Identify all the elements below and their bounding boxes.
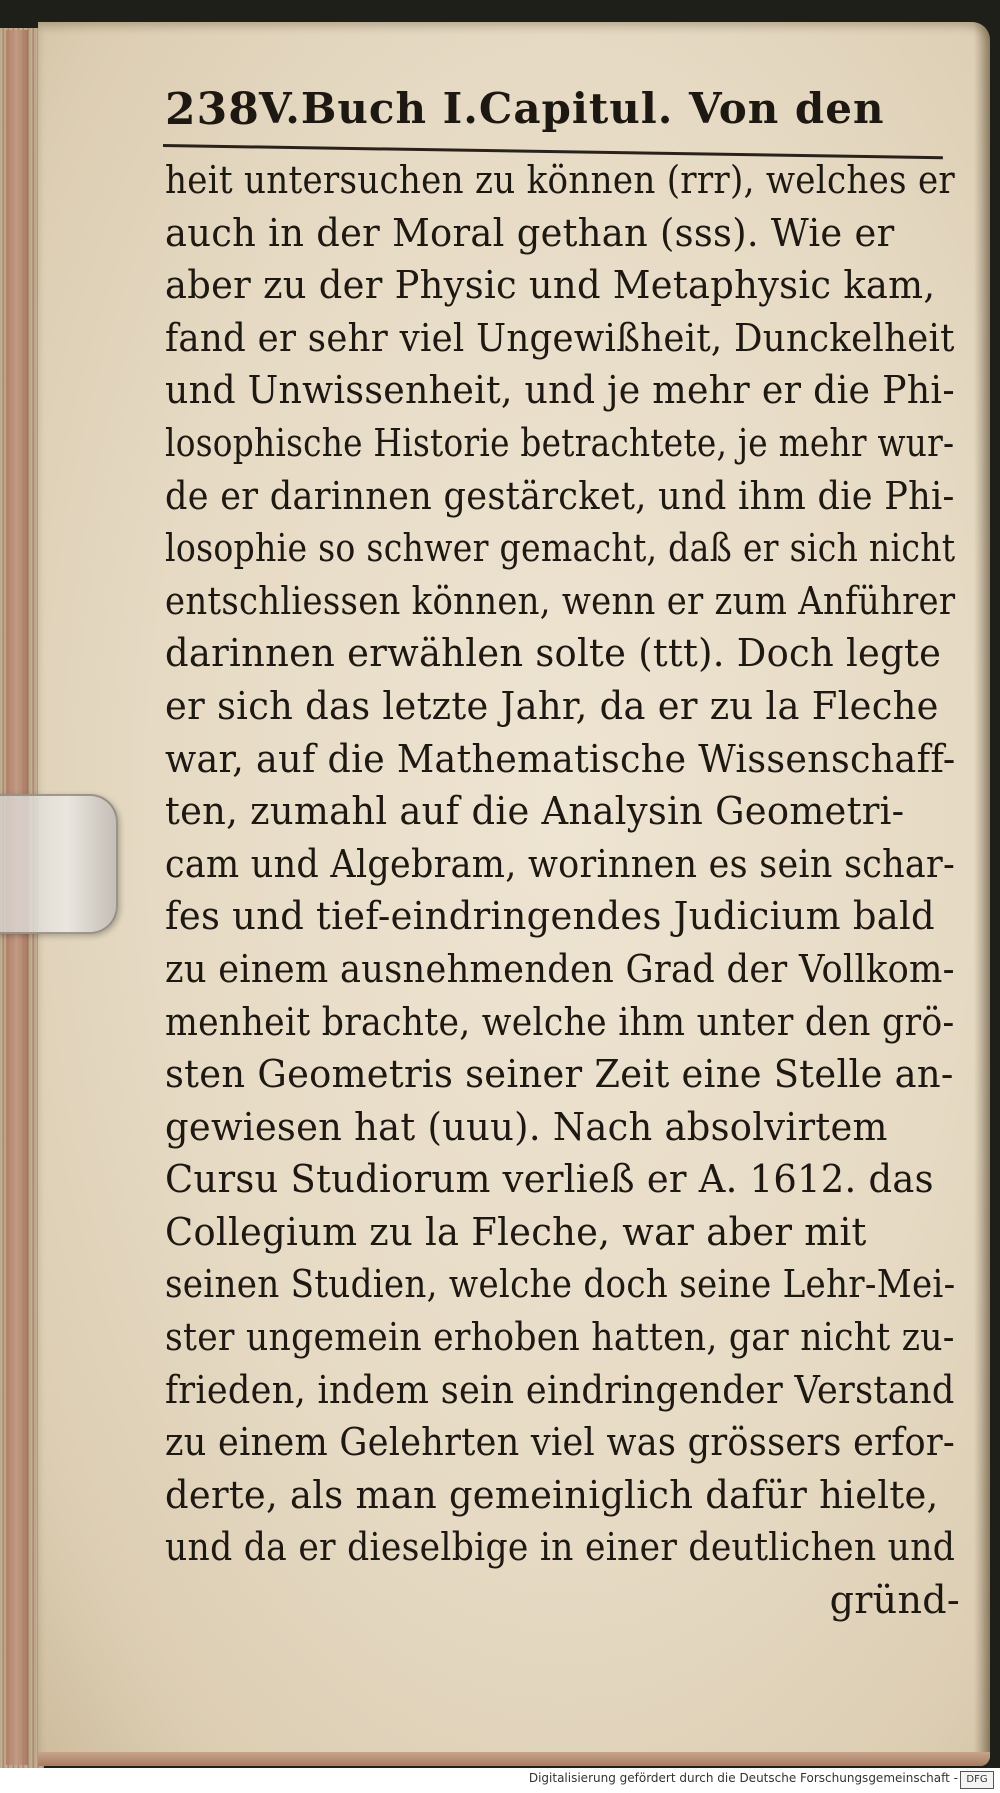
text-line: aber zu der Physic und Metaphysic kam,	[165, 263, 936, 308]
text-line: Collegium zu la Fleche, war aber mit	[165, 1209, 867, 1254]
text-line: losophische Historie betrachtete, je mehr wur-	[165, 420, 955, 465]
text-line: darinnen erwählen solte (ttt). Doch legte	[165, 631, 942, 676]
text-line: war, auf die Mathematische Wissenschaff-	[165, 736, 956, 781]
text-line: heit untersuchen zu können (rrr), welches er	[165, 158, 956, 202]
catchword: gründ-	[829, 1578, 960, 1623]
text-line: entschliessen können, wenn er zum Anführer	[165, 578, 956, 623]
digitization-footer	[0, 1768, 1000, 1793]
text-line: zu einem Gelehrten viel was grössers erfor-	[165, 1420, 956, 1465]
text-line: auch in der Moral gethan (sss). Wie er	[165, 210, 895, 255]
dfg-logo: DFG	[960, 1771, 994, 1789]
book-clip	[0, 794, 118, 934]
page-header	[165, 84, 980, 150]
text-line: seinen Studien, welche doch seine Lehr-Mei-	[165, 1262, 956, 1307]
text-line: de er darinnen gestärcket, und ihm die Phi-	[165, 473, 955, 518]
text-line: Cursu Studiorum verließ er A. 1612. das	[165, 1157, 934, 1202]
text-line: derte, als man gemeiniglich dafür hielte,	[165, 1472, 939, 1517]
text-line: zu einem ausnehmenden Grad der Vollkom-	[165, 946, 955, 991]
text-line: ten, zumahl auf die Analysin Geometri-	[165, 789, 905, 834]
running-head: V.Buch I.Capitul. Von den	[259, 84, 885, 133]
text-line: fand er sehr viel Ungewißheit, Dunckelheit	[165, 315, 955, 360]
page-bottom-edge	[38, 1752, 990, 1766]
text-line: frieden, indem sein eindringender Verstand	[165, 1367, 955, 1412]
text-line: cam und Algebram, worinnen es sein schar-	[165, 841, 956, 886]
funding-credit: Digitalisierung gefördert durch die Deutsche Forschungsgemeinschaft -	[528, 1771, 958, 1785]
text-line: gewiesen hat (uuu). Nach absolvirtem	[165, 1104, 888, 1149]
page-number: 238	[165, 84, 260, 135]
text-line: menheit brachte, welche ihm unter den grö-	[165, 999, 955, 1044]
text-line: losophie so schwer gemacht, daß er sich nicht	[165, 526, 956, 571]
text-line: und Unwissenheit, und je mehr er die Phi-	[165, 368, 955, 413]
text-line: fes und tief-eindringendes Judicium bald	[165, 894, 935, 939]
text-line: ster ungemein erhoben hatten, gar nicht zu-	[165, 1315, 955, 1360]
text-line: und da er dieselbige in einer deutlichen und	[165, 1525, 956, 1570]
text-line: er sich das letzte Jahr, da er zu la Fleche	[165, 683, 939, 728]
page-text-block	[165, 84, 980, 1627]
body-text	[165, 154, 980, 1627]
text-line: sten Geometris seiner Zeit eine Stelle an-	[165, 1052, 954, 1097]
